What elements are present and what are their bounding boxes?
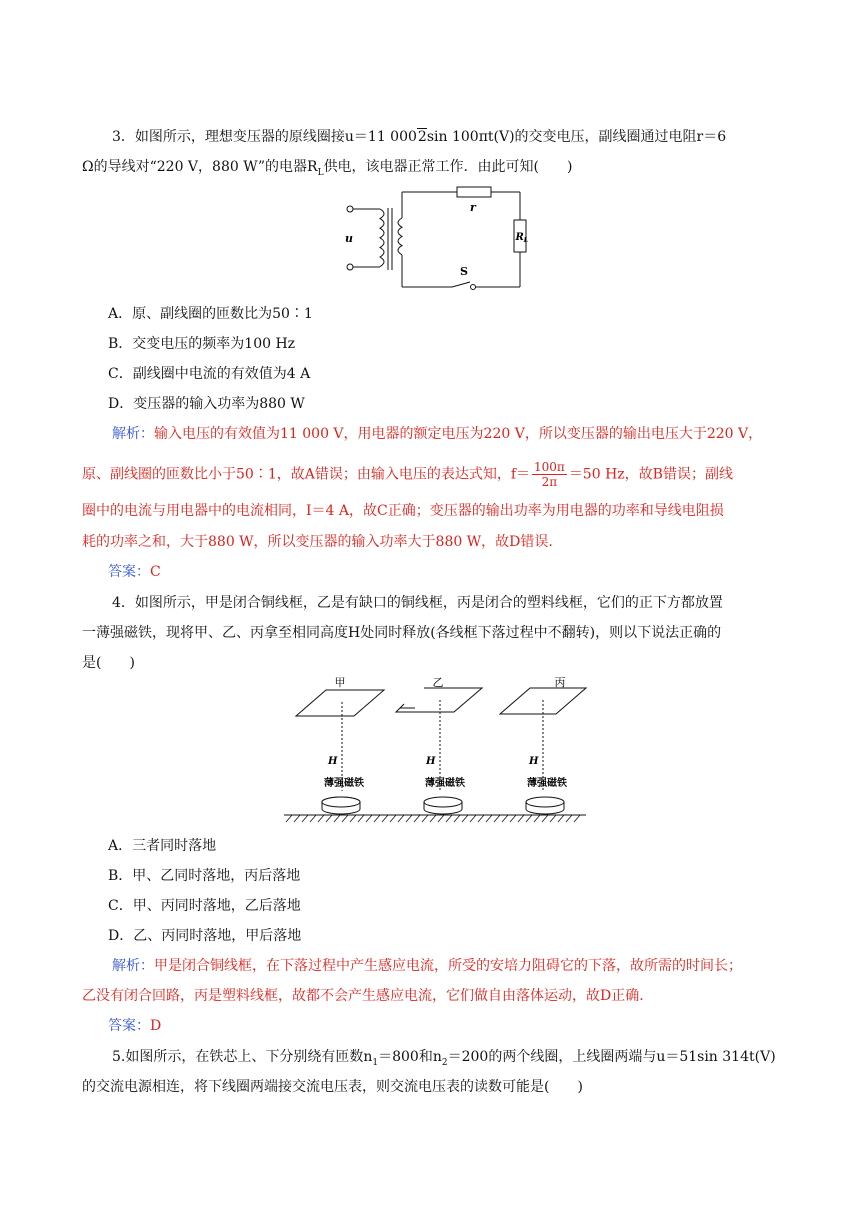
q4-analysis-line2: 乙没有闭合回路，丙是塑料线框，故都不会产生感应电流，它们做自由落体运动，故D正确. bbox=[82, 988, 644, 1004]
q3-option-c: C．副线圈中电流的有效值为4 A bbox=[108, 366, 311, 382]
q4-stem-line1: 4．如图所示，甲是闭合铜线框，乙是有缺口的铜线框，丙是闭合的塑料线框，它们的正下方都放置 bbox=[112, 595, 723, 611]
q4-analysis-line1: 解析：甲是闭合铜线框，在下落过程中产生感应电流，所受的安培力阻碍它的下落，故所需的时间长； bbox=[112, 958, 742, 974]
q4-stem-line2: 一薄强磁铁，现将甲、乙、丙拿至相同高度H处同时释放(各线框下落过程中不翻转)，则以下说法正确的 bbox=[82, 625, 722, 641]
label-r: r bbox=[470, 201, 476, 214]
magnet-2 bbox=[424, 797, 462, 814]
label-u: u bbox=[345, 232, 353, 245]
label-S: S bbox=[460, 265, 468, 278]
magnet-1 bbox=[322, 797, 360, 814]
q3-analysis-line1: 解析：输入电压的有效值为11 000 V，用电器的额定电压为220 V，所以变压器的输出电压大于220 V， bbox=[112, 426, 763, 442]
transformer-circuit-figure bbox=[336, 184, 532, 296]
q5-stem-line1: 5.如图所示，在铁芯上、下分别绕有匝数$n_1=800$和$n_2=200$的两个线圈，上线圈两端与u＝51sin 314t(V) bbox=[112, 1049, 776, 1068]
q5-stem-line2: 的交流电源相连，将下线圈两端接交流电压表，则交流电压表的读数可能是( ) bbox=[82, 1079, 583, 1095]
label-bing: 丙 bbox=[554, 676, 566, 689]
q4-option-c: C．甲、丙同时落地，乙后落地 bbox=[108, 898, 301, 914]
label-jia: 甲 bbox=[334, 676, 346, 689]
q3-analysis-line2: 原、副线圈的匝数比小于50∶1，故A错误；由输入电压的表达式知，f＝ $\frac{100\pi}{2\pi}$ ＝50 Hz，故B错误；副线 bbox=[82, 460, 733, 489]
q3-option-a: A．原、副线圈的匝数比为50∶1 bbox=[108, 306, 313, 322]
magnet-3 bbox=[526, 797, 564, 814]
q3-answer: 答案：C bbox=[108, 564, 161, 580]
q4-option-b: B．甲、乙同时落地，丙后落地 bbox=[108, 868, 301, 884]
label-H-2: H bbox=[426, 756, 436, 767]
q3-option-d: D．变压器的输入功率为880 W bbox=[108, 396, 305, 412]
q4-answer: 答案：D bbox=[108, 1018, 162, 1034]
label-H-1: H bbox=[328, 756, 338, 767]
frequency-fraction: $\frac{100\pi}{2\pi}$ bbox=[534, 460, 565, 489]
q4-option-a: A．三者同时落地 bbox=[108, 838, 217, 854]
magnet-label-3: 薄强磁铁 bbox=[527, 778, 567, 789]
magnet-label-1: 薄强磁铁 bbox=[324, 778, 364, 789]
q3-stem-line2: Ω的导线对“220 V，880 W”的电器$R_L$供电，该电器正常工作．由此可知( ) bbox=[82, 159, 573, 178]
q3-option-b: B．交变电压的频率为100 Hz bbox=[108, 336, 296, 352]
q4-option-d: D．乙、丙同时落地，甲后落地 bbox=[108, 928, 302, 944]
q3-analysis-line4: 耗的功率之和，大于880 W，所以变压器的输入功率大于880 W，故D错误. bbox=[82, 534, 553, 550]
label-H-3: H bbox=[529, 756, 539, 767]
label-yi: 乙 bbox=[432, 676, 444, 689]
magnet-label-2: 薄强磁铁 bbox=[425, 778, 465, 789]
falling-frames-figure bbox=[282, 672, 588, 830]
q3-stem-line1: 3．如图所示，理想变压器的原线圈接u＝11 0002sin 100πt(V)的交变电压，副线圈通过电阻r＝6 bbox=[112, 129, 727, 145]
sqrt-symbol: 2 bbox=[417, 129, 427, 145]
q4-stem-line3: 是( ) bbox=[82, 655, 135, 671]
label-RL: $R_L$ bbox=[515, 232, 528, 244]
q3-analysis-line3: 圈中的电流与用电器中的电流相同，I＝4 A，故C正确；变压器的输出功率为用电器的功率和导线电阻损 bbox=[82, 503, 724, 519]
